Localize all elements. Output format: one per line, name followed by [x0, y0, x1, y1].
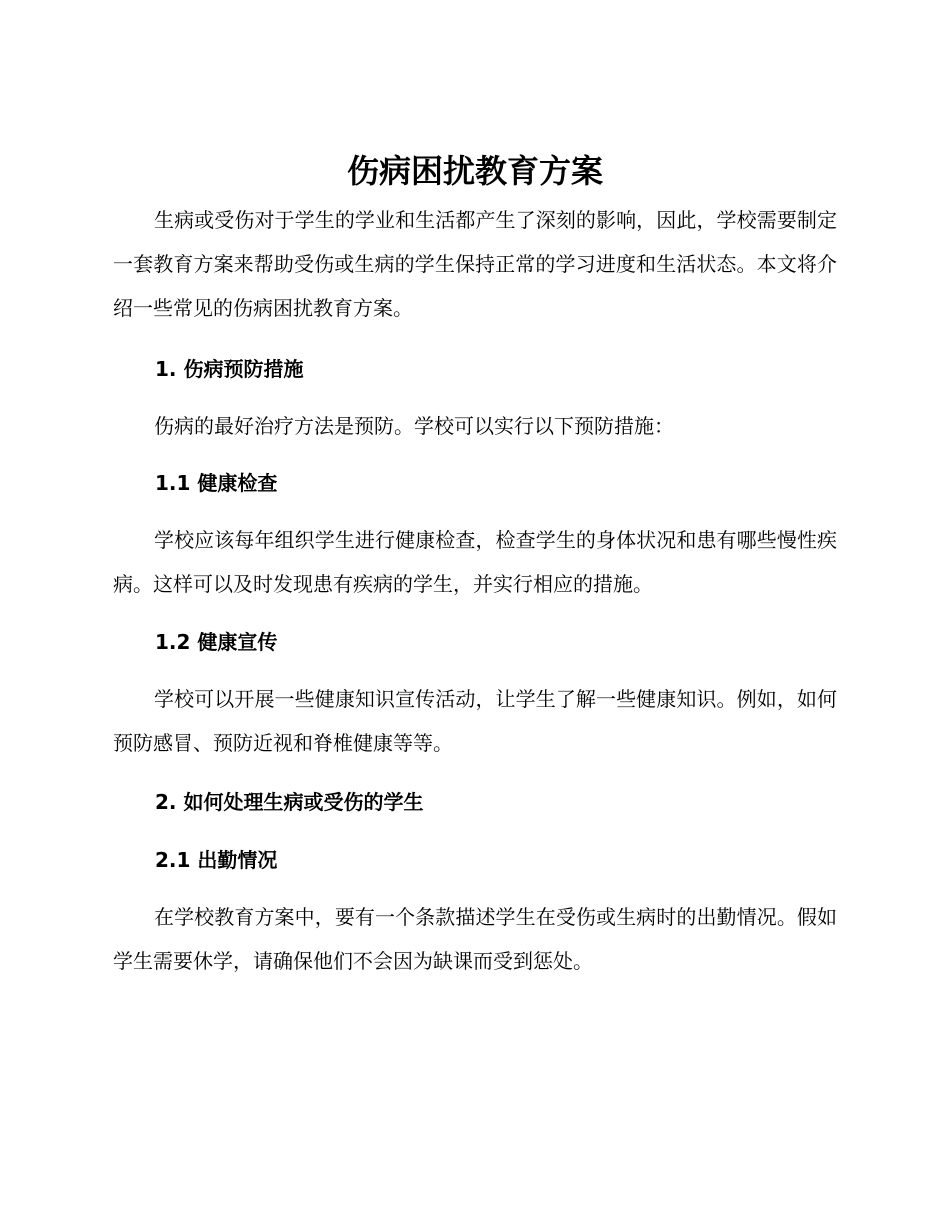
section-1-2-paragraph: 学校可以开展一些健康知识宣传活动，让学生了解一些健康知识。例如，如何预防感冒、预防近视和脊椎健康等等。 [113, 687, 837, 755]
section-1-2-heading: 1.2 健康宣传 [155, 630, 278, 654]
intro-paragraph: 生病或受伤对于学生的学业和生活都产生了深刻的影响，因此，学校需要制定一套教育方案来帮助受伤或生病的学生保持正常的学习进度和生活状态。本文将介绍一些常见的伤病困扰教育方案。 [113, 208, 837, 320]
section-1-heading: 1. 伤病预防措施 [155, 357, 304, 381]
section-1-paragraph: 伤病的最好治疗方法是预防。学校可以实行以下预防措施： [154, 414, 674, 438]
section-1-1-paragraph: 学校应该每年组织学生进行健康检查，检查学生的身体状况和患有哪些慢性疾病。这样可以及时发现患有疾病的学生，并实行相应的措施。 [113, 528, 837, 596]
section-1-1-heading: 1.1 健康检查 [155, 471, 278, 495]
section-2-1-paragraph: 在学校教育方案中，要有一个条款描述学生在受伤或生病时的出勤情况。假如学生需要休学，请确保他们不会因为缺课而受到惩处。 [113, 905, 837, 973]
document-title: 伤病困扰教育方案 [346, 152, 603, 190]
section-2-1-heading: 2.1 出勤情况 [155, 848, 278, 872]
section-2-heading: 2. 如何处理生病或受伤的学生 [155, 790, 424, 814]
